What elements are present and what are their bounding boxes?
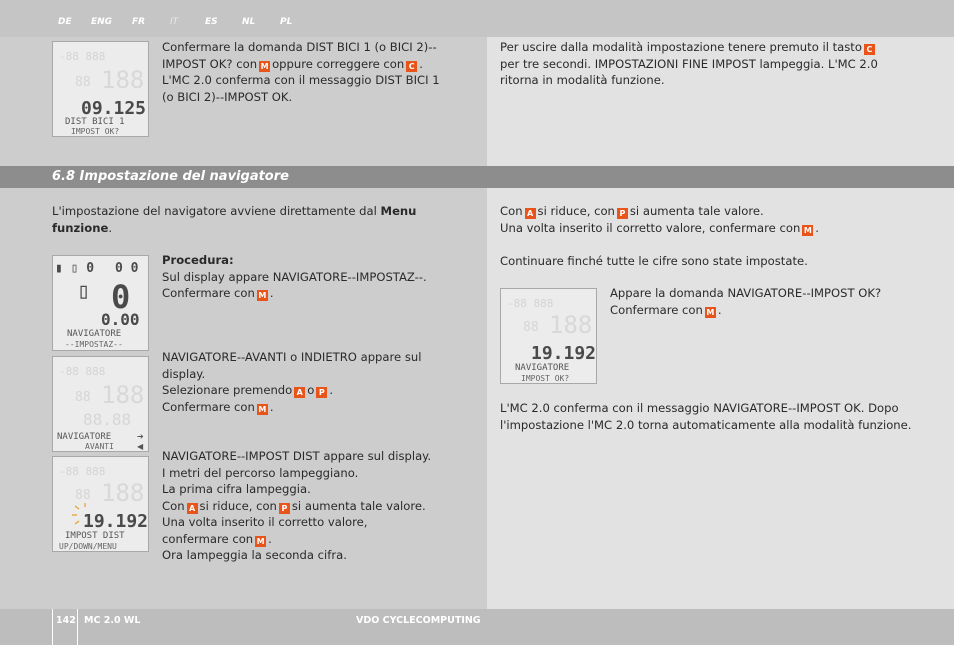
svg-text:88: 88: [75, 390, 91, 405]
lcd-line1: IMPOST DIST: [65, 531, 125, 541]
top-right-text: Per uscire dalla modalità impostazione tenere premuto il tasto C per tre secondi. IMPOSTAZIONI FINE IMPOST lampeggia. L'MC 2.0 ritorna in modalità funzione.: [500, 40, 878, 87]
lcd-digits: 19.192: [83, 511, 148, 532]
svg-text:188: 188: [101, 479, 145, 507]
lcd-line1: NAVIGATORE: [57, 432, 112, 442]
lcd-digits: 19.192: [531, 343, 596, 364]
footer-brand: VDO CYCLECOMPUTING: [356, 615, 481, 626]
lang-tab-es[interactable]: ES: [205, 17, 218, 27]
lcd-line2: IMPOST OK?: [71, 127, 120, 136]
lcd-line1: NAVIGATORE: [67, 329, 122, 339]
svg-text:188: 188: [101, 381, 145, 409]
svg-text:-88 888: -88 888: [59, 465, 106, 478]
svg-text:188: 188: [549, 311, 593, 339]
lcd-dist-bici: [52, 41, 149, 137]
key-c-icon: C: [406, 61, 417, 72]
lang-tab-pl[interactable]: PL: [280, 17, 293, 27]
lcd-navigatore-avanti: [52, 356, 149, 452]
section-title: 6.8 Impostazione del navigatore: [52, 169, 289, 184]
lcd-navigatore-impost-ok: [500, 288, 597, 384]
lcd-navigatore-impostaz: [52, 255, 149, 351]
svg-text:88: 88: [75, 488, 91, 503]
key-a-icon: A: [187, 503, 198, 514]
lang-tab-de[interactable]: DE: [58, 17, 72, 27]
step3-text: NAVIGATORE--IMPOST DIST appare sul display. I metri del percorso lampeggiano. La prima cifra lampeggia. Con A si riduce, con P si aumenta tale valore. Una volta inserito il corretto valore, confermare con M . Ora lampeggia la seconda cifra.: [162, 449, 432, 562]
key-m-icon: M: [706, 307, 715, 317]
lang-tab-nl[interactable]: NL: [242, 17, 256, 27]
right-final-text: L'MC 2.0 conferma con il messaggio NAVIGATORE--IMPOST OK. Dopo l'impostazione l'MC 2.0 torna automaticamente alla modalità funzione.: [500, 401, 912, 432]
right-instructions: Con A si riduce, con P si aumenta tale valore. Una volta inserito il corretto valore, confermare con M . Continuare finché tutte le cifre sono state impostate.: [500, 204, 819, 268]
svg-text:-88 888: -88 888: [507, 297, 554, 310]
arrow-right-icon: ➔: [137, 432, 144, 441]
key-a-icon: A: [294, 387, 305, 398]
arrow-left-icon: ◀: [137, 442, 144, 451]
lcd-line2: IMPOST OK?: [521, 374, 570, 383]
key-p-icon: P: [279, 503, 290, 514]
lcd-line2: UP/DOWN/MENU: [59, 542, 117, 551]
lang-tab-fr[interactable]: FR: [132, 17, 146, 27]
lcd-line2: --IMPOSTAZ--: [65, 340, 123, 349]
svg-text:▮ ▯ 0: ▮ ▯ 0: [55, 261, 95, 276]
top-left-text: Confermare la domanda DIST BICI 1 (o BICI 2)-- IMPOST OK? con M oppure correggere con C . L'MC 2.0 conferma con il messaggio DIST BICI 1 (o BICI 2)--IMPOST OK.: [162, 40, 440, 104]
key-m-icon: M: [256, 536, 265, 546]
key-a-icon: A: [525, 208, 536, 219]
lcd-line1: DIST BICI 1: [65, 117, 125, 127]
svg-text:88: 88: [75, 75, 91, 90]
step1-text: Procedura: Sul display appare NAVIGATORE--IMPOSTAZ--. Confermare con M .: [162, 253, 427, 300]
right-question-text: Appare la domanda NAVIGATORE--IMPOST OK? Confermare con M .: [610, 286, 882, 317]
lcd-digits: 0.00: [101, 310, 140, 329]
key-m-icon: M: [260, 61, 269, 71]
lcd-digits: 09.125: [81, 98, 147, 119]
footer-divider: [52, 609, 53, 645]
step2-text: NAVIGATORE--AVANTI o INDIETRO appare sul display. Selezionare premendo A o P . Confermare con M .: [162, 350, 422, 414]
page-number: 142: [56, 615, 76, 626]
lang-tab-eng[interactable]: ENG: [91, 17, 113, 27]
lcd-big-digit: 0: [111, 278, 131, 316]
svg-text:88: 88: [523, 320, 539, 335]
lcd-line1: NAVIGATORE: [515, 363, 570, 373]
key-m-icon: M: [258, 404, 267, 414]
lcd-line2: AVANTI: [85, 442, 114, 451]
intro-text: L'impostazione del navigatore avviene direttamente dal Menu funzione.: [52, 204, 417, 235]
lang-tab-it[interactable]: IT: [170, 17, 179, 27]
svg-text:-88 888: -88 888: [59, 365, 106, 378]
footer-divider: [77, 609, 78, 645]
svg-text:-88 888: -88 888: [59, 50, 106, 63]
svg-text:▯: ▯: [77, 279, 91, 304]
key-p-icon: P: [316, 387, 327, 398]
key-c-icon: C: [864, 44, 875, 55]
key-m-icon: M: [258, 291, 267, 300]
key-m-icon: M: [803, 225, 812, 235]
key-p-icon: P: [617, 208, 628, 219]
lcd-impost-dist: [52, 456, 149, 552]
footer-model: MC 2.0 WL: [84, 615, 141, 626]
svg-text:188: 188: [101, 66, 145, 94]
svg-text:88.88: 88.88: [83, 410, 132, 429]
svg-text:0 0: 0 0: [115, 261, 139, 276]
